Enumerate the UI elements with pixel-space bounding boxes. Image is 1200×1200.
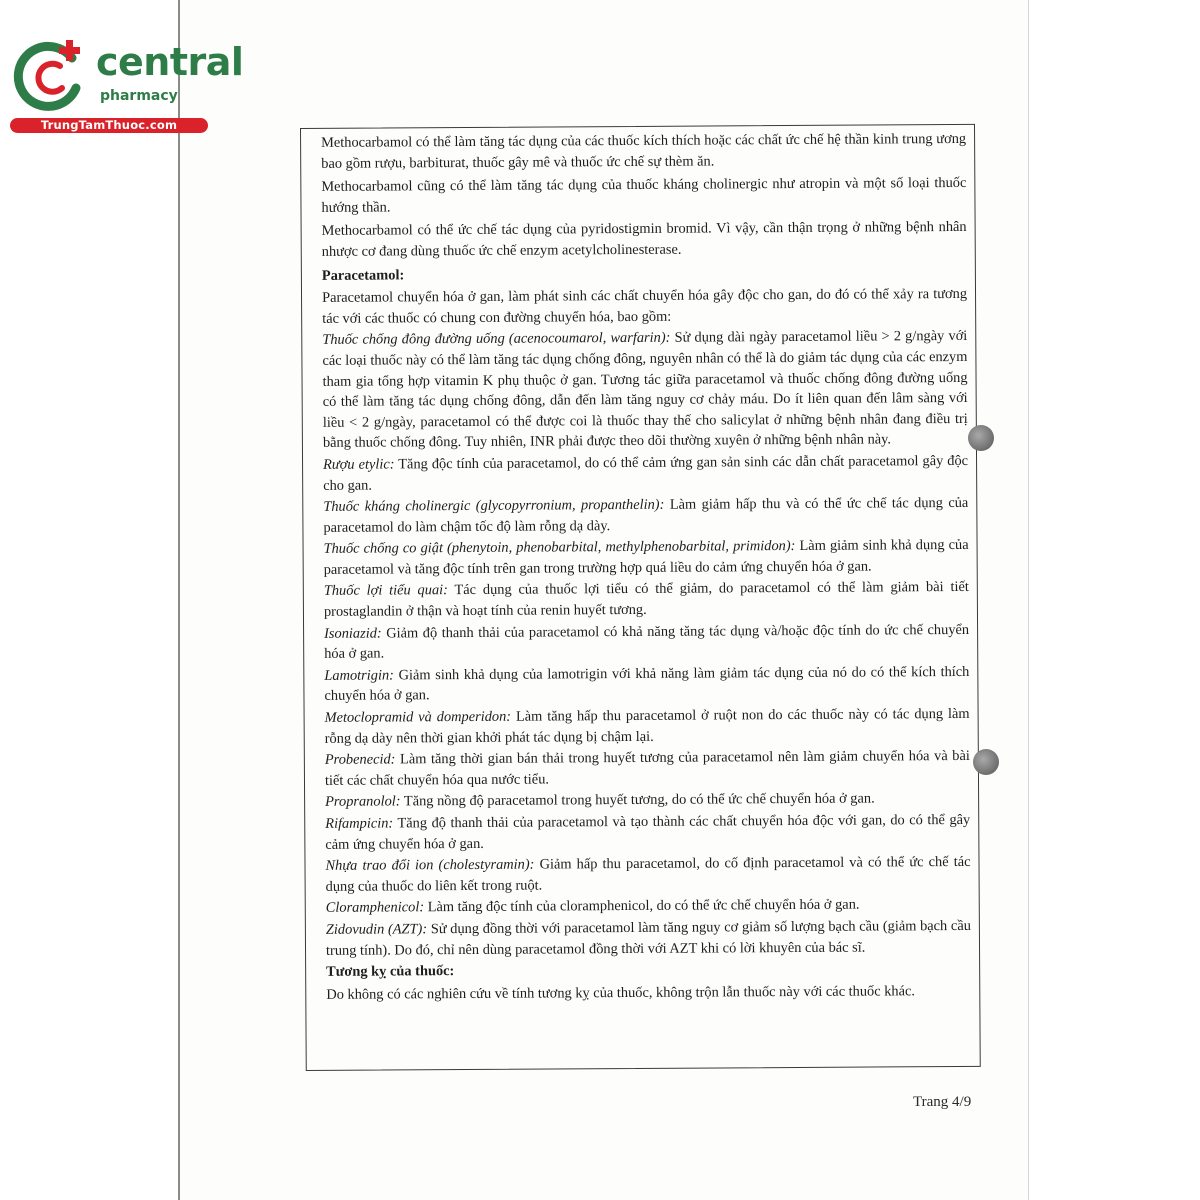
interaction-term: Thuốc lợi tiểu quai: (323, 582, 448, 600)
section-heading-incompatibility: Tương kỵ của thuốc: (326, 963, 455, 981)
interaction-term: Probenecid: (324, 751, 396, 769)
interaction-item (325, 788, 970, 813)
interaction-text: Sử dụng dài ngày paracetamol liều > 2 g/ngày với các loại thuốc này có thể làm tăng tác dụng chống đông, nguyên nhân có thể là do giảm tác dụng của các enzym tham gia tổng hợp vitamin K phụ thuộc ở gan. Tương tác giữa paracetamol và thuốc chống đông đường uống có thể làm tăng tác dụng chống đông, dẫn đến làm tăng nguy cơ chảy máu. Do ít liên quan đến lâm sàng với liều < 2 g/ngày, paracetamol có thể được coi là thuốc thay thế cho salicylat ở những bệnh nhân đang điều trị bằng thuốc chống đông. Tuy nhiên, INR phải được theo dõi thường xuyên ở những bệnh nhân này. (322, 328, 968, 452)
interaction-text: Sử dụng đồng thời với paracetamol làm tăng nguy cơ giảm số lượng bạch cầu (giảm bạch cầu trung tính). Do đó, chỉ nên dùng paracetamol đồng thời với AZT khi có lời khuyên của bác sĩ. (325, 917, 971, 959)
document-content-box (300, 124, 981, 1071)
interaction-term: Isoniazid: (324, 625, 382, 642)
punch-hole (968, 425, 994, 451)
interaction-text: Làm giảm sinh khả dụng của paracetamol và tăng độc tính trên gan trong trường hợp quá liều do cảm ứng chuyển hóa ở gan. (323, 537, 969, 578)
interaction-term: Rượu etylic: (323, 456, 395, 473)
interaction-item (326, 894, 971, 919)
interaction-item (324, 662, 969, 707)
interaction-text: Làm tăng hấp thu paracetamol ở ruột non do các thuốc này có tác dụng làm rỗng dạ dày nên thời gian khởi phát tác dụng bị chậm lại. (324, 705, 970, 747)
intro-paragraph-2: Methocarbamol cũng có thể làm tăng tác dụng của thuốc kháng cholinergic như atropin và một số loại thuốc hướng thần. (321, 175, 967, 216)
intro-paragraph-1: Methocarbamol có thể làm tăng tác dụng của các thuốc kích thích hoặc các chất ức chế hệ thần kinh trung ương bao gồm rượu, barbiturat, thuốc gây mê và thuốc ức chế sự thèm ăn. (321, 130, 967, 172)
interaction-item (323, 451, 968, 496)
interaction-term: Cloramphenicol: (325, 899, 425, 917)
page-number: Trang 4/9 (913, 1094, 972, 1110)
interaction-term: Metoclopramid và domperidon: (324, 708, 512, 726)
interaction-item (324, 620, 969, 665)
interaction-term: Lamotrigin: (324, 667, 394, 684)
interaction-item (324, 577, 969, 622)
interaction-text: Giảm hấp thu paracetamol, do cố định paracetamol và có thể ức chế tác dụng của thuốc do liên kết trong ruột. (325, 854, 971, 895)
interaction-text: Làm giảm hấp thu và có thể ức chế tác dụng của paracetamol do làm chậm tốc độ làm rỗng dạ dày. (323, 495, 969, 536)
interaction-item (325, 852, 970, 897)
section-heading-paracetamol: Paracetamol: (321, 266, 405, 284)
interaction-text: Giảm sinh khả dụng của lamotrigin với khả năng làm giảm tác dụng của nó do có thể kích thích chuyển hóa ở gan. (324, 663, 970, 705)
central-pharmacy-logo (10, 36, 244, 136)
interaction-text: Tác dụng của thuốc lợi tiểu có thể giảm, do paracetamol có thể làm giảm bài tiết prostaglandin ở thận và hoạt tính của renin huyết tương. (323, 579, 969, 620)
pharmacy-cross-icon (10, 36, 90, 116)
intro-paragraph-3: Methocarbamol có thể ức chế tác dụng của pyridostigmin bromid. Vì vậy, cần thận trọng ở những bệnh nhân nhược cơ đang dùng thuốc ức chế enzym acetylcholinesterase. (321, 219, 967, 260)
interaction-text: Làm tăng độc tính của cloramphenicol, do có thể ức chế chuyển hóa ở gan. (424, 896, 860, 916)
logo-site-banner: TrungTamThuoc.com (10, 118, 208, 133)
interaction-term: Thuốc kháng cholinergic (glycopyrronium, propanthelin): (323, 496, 665, 515)
interaction-item (324, 535, 969, 580)
interaction-text: Giảm độ thanh thải của paracetamol có khả năng tăng tác dụng và/hoặc độc tính do ức chế chuyển hóa ở gan. (324, 621, 970, 663)
interaction-term: Propranolol: (325, 793, 401, 811)
interaction-item (325, 810, 970, 855)
logo-wordmark: central (96, 40, 244, 84)
logo-subtitle: pharmacy (100, 88, 178, 104)
interaction-term: Thuốc chống co giật (phenytoin, phenobarbital, methylphenobarbital, primidon): (323, 538, 796, 558)
paracetamol-intro: Paracetamol chuyển hóa ở gan, làm phát sinh các chất chuyển hóa gây độc cho gan, do đó có thể xảy ra tương tác với các thuốc có chung con đường chuyển hóa, bao gồm: (321, 286, 968, 327)
interaction-term: Rifampicin: (325, 815, 394, 832)
interaction-term: Thuốc chống đông đường uống (acenocoumarol, warfarin): (322, 330, 671, 349)
interaction-text: Làm tăng thời gian bán thải trong huyết tương của paracetamol nên làm giảm chuyển hóa và bài tiết các chất chuyển hóa qua nước tiểu. (324, 748, 970, 789)
interaction-item (323, 493, 968, 538)
interaction-item (326, 916, 971, 961)
incompatibility-text: Do không có các nghiên cứu về tính tương kỵ của thuốc, không trộn lẫn thuốc này với các thuốc khác. (326, 983, 916, 1003)
interaction-text: Tăng độ thanh thải của paracetamol và tạo thành các chất chuyển hóa độc với gan, do có thể gây cảm ứng chuyển hóa ở gan. (325, 811, 971, 853)
interaction-item (325, 746, 970, 791)
interaction-term: Nhựa trao đổi ion (cholestyramin): (325, 856, 535, 875)
punch-hole (973, 749, 999, 775)
interaction-text: Tăng nồng độ paracetamol trong huyết tương, do có thể ức chế chuyển hóa ở gan. (400, 790, 875, 810)
interaction-text: Tăng độc tính của paracetamol, do có thể cảm ứng gan sản sinh các dẫn chất paracetamol gây độc cho gan. (323, 452, 969, 494)
interaction-item (322, 326, 968, 454)
interaction-item (325, 704, 970, 749)
interaction-term: Zidovudin (AZT): (325, 921, 428, 938)
